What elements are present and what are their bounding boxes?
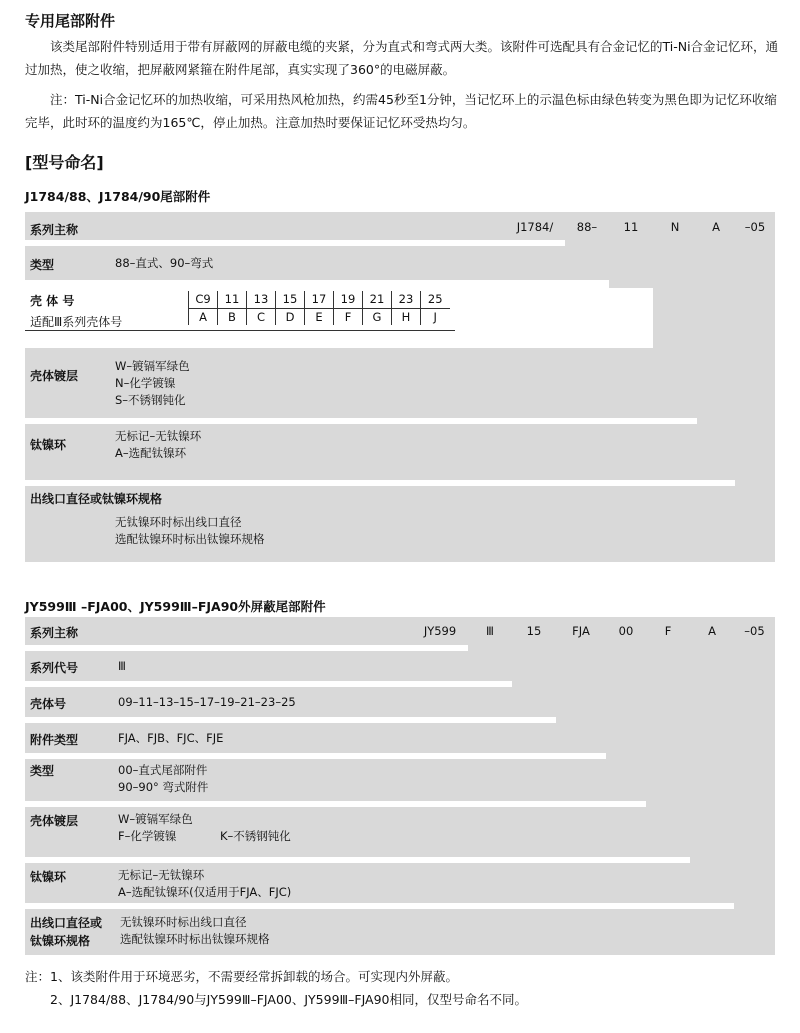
model1-heading: J1784/88、J1784/90尾部附件	[25, 189, 211, 204]
model1-code-spec: –05	[744, 220, 766, 234]
model2-type-line-2: 90–90° 弯式附件	[118, 780, 209, 794]
shell-letter-cell: G	[363, 308, 392, 325]
model1-plating-line-3: S–不锈钢钝化	[115, 393, 186, 407]
model1-label-plating: 壳体镀层	[30, 369, 79, 383]
model2-acc-text: FJA、FJB、FJC、FJE	[118, 731, 224, 745]
model2-drop-ring	[690, 617, 734, 903]
model1-shell-size-table	[188, 291, 450, 325]
model1-code-type: 88–	[576, 220, 598, 234]
shell-letter-cell: C	[247, 308, 276, 325]
intro-text-2: 注：Ti-Ni合金记忆环的加热收缩，可采用热风枪加热，约需45秒至1分钟，当记忆环上的示温色标由绿色转变为黑色即为记忆环收缩完毕，此时环的温度约为165℃，停止加热。注意加热时要保证记忆环受热均匀。	[25, 92, 777, 130]
model2-code-ring: A	[708, 624, 716, 638]
model2-spec-line-1: 无钛镍环时标出线口直径	[120, 915, 247, 929]
model2-label-shell: 壳体号	[30, 697, 67, 711]
model1-row-series	[25, 212, 565, 240]
model1-label-shell-adapter: 适配Ⅲ系列壳体号	[30, 315, 123, 329]
shell-size-cell: 15	[276, 291, 305, 308]
model2-ring-line-1: 无标记–无钛镍环	[118, 868, 205, 882]
model2-label-acc: 附件类型	[30, 733, 79, 747]
model2-code-type: 00	[618, 624, 634, 638]
shell-size-cell: 19	[334, 291, 363, 308]
shell-letter-cell: J	[421, 308, 450, 325]
model2-code-spec: –05	[744, 624, 765, 638]
shell-letter-cell: D	[276, 308, 305, 325]
model1-label-shell: 壳 体 号	[30, 294, 75, 308]
model2-label-spec-2: 钛镍环规格	[30, 934, 91, 948]
intro-text-1: 该类尾部附件特别适用于带有屏蔽网的屏蔽电缆的夹紧，分为直式和弯式两大类。该附件可选配具有合金记忆的Ti-Ni合金记忆环，通过加热，使之收缩，把屏蔽网紧箍在附件尾部，真实实现了360°的电磁屏蔽。	[25, 39, 779, 77]
shell-letter-cell: E	[305, 308, 334, 325]
shell-letter-cell: H	[392, 308, 421, 325]
model1-shell-underline	[25, 330, 455, 331]
model2-heading: JY599Ⅲ –FJA00、JY599Ⅲ–FJA90外屏蔽尾部附件	[25, 599, 326, 614]
model2-label-plating: 壳体镀层	[30, 814, 79, 828]
model2-code-text: Ⅲ	[118, 659, 126, 673]
model2-plating-line-2b: K–不锈钢钝化	[220, 829, 291, 843]
shell-size-cell: C9	[189, 291, 218, 308]
shell-letter-cell: A	[189, 308, 218, 325]
model1-label-series: 系列主称	[30, 223, 79, 237]
shell-letter-cell: B	[218, 308, 247, 325]
model1-label-ring: 钛镍环	[30, 438, 67, 452]
model1-ring-line-2: A–选配钛镍环	[115, 446, 187, 460]
model1-code-series: J1784/	[516, 220, 554, 234]
model2-code-shell: 15	[526, 624, 542, 638]
note-1: 注：1、该类附件用于环境恶劣，不需要经常拆卸载的场合。可实现内外屏蔽。	[25, 969, 458, 984]
model2-label-ring: 钛镍环	[30, 870, 67, 884]
shell-size-cell: 13	[247, 291, 276, 308]
model2-code-code: Ⅲ	[486, 624, 494, 638]
model2-spec-line-2: 选配钛镍环时标出钛镍环规格	[120, 932, 270, 946]
intro-paragraph-1	[25, 35, 785, 81]
model2-label-code: 系列代号	[30, 661, 79, 675]
model1-ring-line-1: 无标记–无钛镍环	[115, 429, 202, 443]
model2-ring-line-2: A–选配钛镍环(仅适用于FJA、FJC)	[118, 885, 292, 899]
model1-row-type	[25, 246, 609, 280]
model1-code-plating: N	[670, 220, 680, 234]
shell-size-cell: 17	[305, 291, 334, 308]
shell-size-cell: 21	[363, 291, 392, 308]
model2-row-code	[25, 651, 512, 681]
model2-label-type: 类型	[30, 764, 55, 778]
model2-code-series: JY599	[423, 624, 457, 638]
model1-code-ring: A	[712, 220, 720, 234]
model2-label-series: 系列主称	[30, 626, 79, 640]
model2-plating-line-1: W–镀镉军绿色	[118, 812, 193, 826]
model1-spec-line-2: 选配钛镍环时标出钛镍环规格	[115, 532, 265, 546]
note-2: 2、J1784/88、J1784/90与JY599Ⅲ–FJA00、JY599Ⅲ–FJA90相同，仅型号命名不同。	[50, 992, 528, 1007]
shell-size-cell: 23	[392, 291, 421, 308]
model2-shell-text: 09–11–13–15–17–19–21–23–25	[118, 695, 296, 709]
model1-plating-line-1: W–镀镉军绿色	[115, 359, 190, 373]
model1-label-type: 类型	[30, 258, 55, 272]
model1-spec-line-1: 无钛镍环时标出线口直径	[115, 515, 242, 529]
model2-type-line-1: 00–直式尾部附件	[118, 763, 208, 777]
model2-plating-line-2a: F–化学镀镍	[118, 829, 177, 843]
model2-label-spec-1: 出线口直径或	[30, 916, 103, 930]
shell-letter-cell: F	[334, 308, 363, 325]
model2-code-plating: F	[664, 624, 672, 638]
shell-size-cell: 25	[421, 291, 450, 308]
model2-row-acc	[25, 723, 606, 753]
section-title: [型号命名]	[25, 153, 104, 172]
intro-paragraph-2	[25, 88, 785, 134]
shell-size-cell: 11	[218, 291, 247, 308]
model1-code-shell: 11	[623, 220, 639, 234]
model2-drop-spec	[734, 617, 775, 955]
model1-label-spec: 出线口直径或钛镍环规格	[30, 492, 163, 506]
page-title: 专用尾部附件	[25, 12, 116, 30]
model2-row-series	[25, 617, 468, 645]
model2-code-acc: FJA	[572, 624, 590, 638]
model1-plating-line-2: N–化学镀镍	[115, 376, 176, 390]
model1-type-text: 88–直式、90–弯式	[115, 256, 214, 270]
